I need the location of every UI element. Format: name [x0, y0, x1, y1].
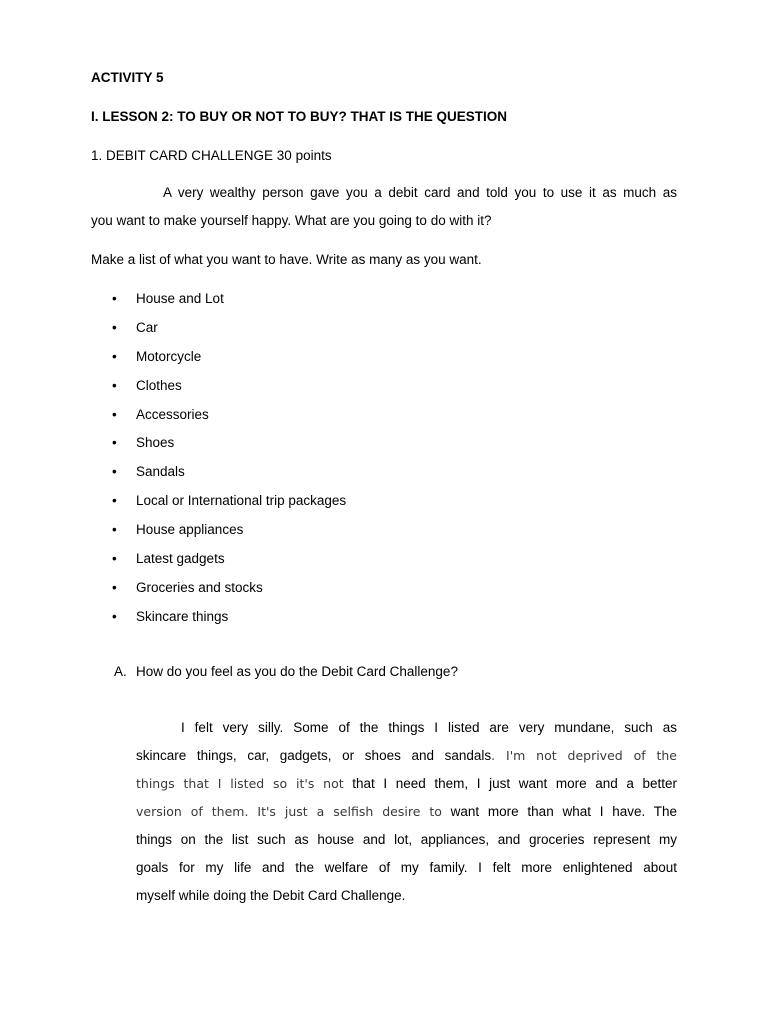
list-item: • Clothes: [112, 377, 346, 406]
answer-line-1: I felt very silly. Some of the things I listed are very mundane, such as: [181, 720, 677, 735]
answer-line-4: [136, 803, 677, 821]
list-item: • Skincare things: [112, 608, 346, 637]
answer-line-7: myself while doing the Debit Card Challenge.: [136, 888, 406, 903]
instruction-text: Make a list of what you want to have. Write as many as you want.: [91, 252, 482, 267]
answer-line-6: goals for my life and the welfare of my family. I felt more enlightened about: [136, 860, 677, 875]
list-item: • House appliances: [112, 521, 346, 550]
answer-line-2-part-b: . I'm not deprived of the: [491, 748, 677, 763]
list-item: • Local or International trip packages: [112, 492, 346, 521]
answer-line-5: things on the list such as house and lot, appliances, and groceries represent my: [136, 832, 677, 847]
list-item: • Accessories: [112, 406, 346, 435]
list-item: • Groceries and stocks: [112, 579, 346, 608]
challenge-title: 1. DEBIT CARD CHALLENGE 30 points: [91, 148, 332, 163]
answer-line-3-part-b: that I need them, I just want more and a better: [343, 776, 677, 791]
lesson-title: I. LESSON 2: TO BUY OR NOT TO BUY? THAT IS THE QUESTION: [91, 109, 508, 124]
wish-list: [112, 290, 346, 637]
list-item: • Motorcycle: [112, 348, 346, 377]
answer-line-3-part-a: things that I listed so it's not: [136, 776, 344, 791]
intro-line-1: A very wealthy person gave you a debit card and told you to use it as much as: [163, 185, 677, 200]
answer-line-2-part-a: skincare things, car, gadgets, or shoes and sandals: [136, 748, 492, 763]
intro-line-2: you want to make yourself happy. What are you going to do with it?: [91, 213, 492, 228]
list-item: • Shoes: [112, 434, 346, 463]
list-item: • Latest gadgets: [112, 550, 346, 579]
list-item: • House and Lot: [112, 290, 346, 319]
list-item: • Sandals: [112, 463, 346, 492]
answer-line-3: [136, 775, 677, 793]
question-text: How do you feel as you do the Debit Card Challenge?: [136, 664, 458, 679]
answer-line-4-part-b: want more than what I have. The: [441, 804, 677, 819]
question-marker: A.: [114, 664, 127, 679]
list-item: • Car: [112, 319, 346, 348]
answer-line-2: [136, 747, 677, 765]
activity-title: ACTIVITY 5: [91, 70, 164, 85]
answer-line-4-part-a: version of them. It's just a selfish desire to: [136, 804, 442, 819]
